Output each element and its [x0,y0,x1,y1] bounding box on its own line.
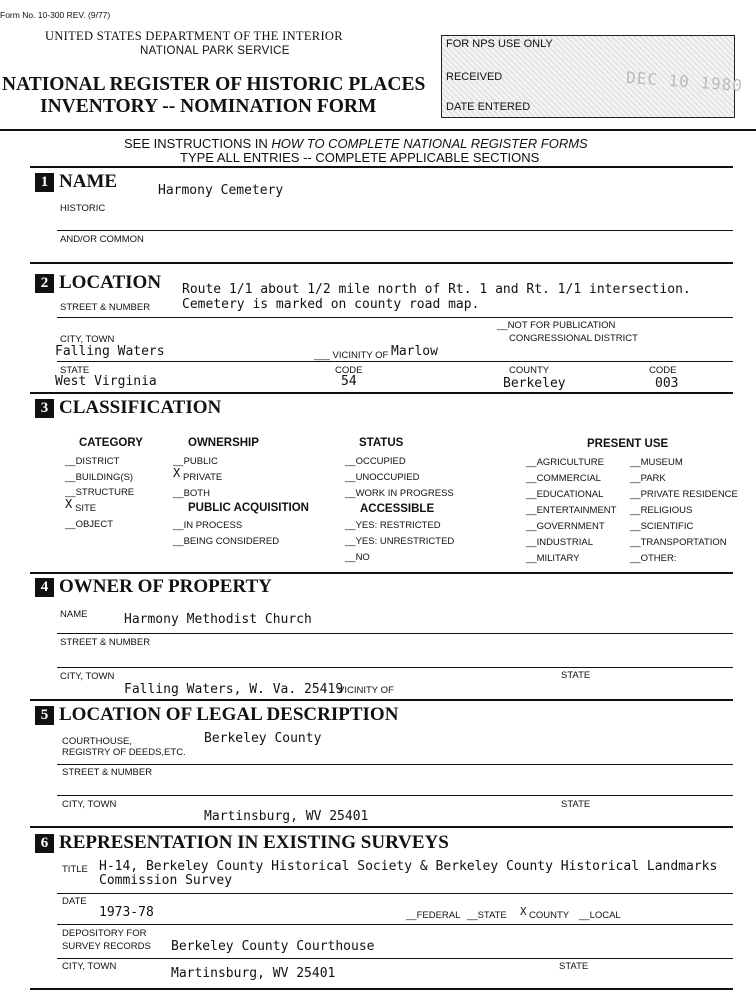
owner-city-value: Falling Waters, W. Va. 25419 [124,682,344,697]
category-district: __DISTRICT [65,456,120,467]
and-or-common-label: AND/OR COMMON [60,234,144,245]
use-private-residence: __PRIVATE RESIDENCE [630,489,738,500]
rule [57,924,733,925]
county-code-label: CODE [649,365,677,376]
section-4-title: OWNER OF PROPERTY [59,576,272,597]
section-3-number: 3 [35,399,54,418]
rule [57,317,733,318]
street-value-line-2: Cemetery is marked on county road map. [182,297,480,312]
code-label: CODE [335,365,363,376]
section-1-title: NAME [59,171,118,192]
accessible-unrestricted: __YES: UNRESTRICTED [345,536,455,547]
owner-name-label: NAME [60,609,88,620]
status-heading: STATUS [359,437,404,449]
use-other: __OTHER: [630,553,677,564]
use-entertainment: __ENTERTAINMENT [526,505,617,516]
survey-city-value: Martinsburg, WV 25401 [171,966,336,981]
courthouse-value: Berkeley County [204,731,322,746]
registry-label: REGISTRY OF DEEDS,ETC. [62,747,186,758]
rule [57,893,733,894]
owner-street-label: STREET & NUMBER [60,637,151,648]
instructions-line-2: TYPE ALL ENTRIES -- COMPLETE APPLICABLE SECTIONS [180,150,540,165]
section-2-title: LOCATION [59,272,162,293]
nps-use-label: FOR NPS USE ONLY [446,38,553,50]
depository-value: Berkeley County Courthouse [171,939,375,954]
level-federal: __FEDERAL [406,910,461,921]
instructions-rule [30,166,733,168]
county-checkmark: X [520,905,527,918]
bottom-rule [30,988,733,990]
owner-city-label: CITY, TOWN [60,671,115,682]
rule [57,958,733,959]
use-agriculture: __AGRICULTURE [526,457,604,468]
owner-vicinity-label: VICINITY OF [338,685,394,696]
use-museum: __MUSEUM [630,457,683,468]
form-number: Form No. 10-300 REV. (9/77) [0,10,111,20]
section-5-number: 5 [35,706,54,725]
courthouse-label: COURTHOUSE, [62,736,133,747]
rule [57,361,733,362]
use-government: __GOVERNMENT [526,521,605,532]
status-work-in-progress: __WORK IN PROGRESS [345,488,454,499]
survey-state-label: STATE [559,961,589,972]
section-rule [30,699,733,701]
use-park: __PARK [630,473,666,484]
status-occupied: __OCCUPIED [345,456,406,467]
section-6-title: REPRESENTATION IN EXISTING SURVEYS [59,832,449,853]
nps-received-label: RECEIVED [446,71,503,83]
category-site: SITE [75,503,97,514]
legal-city-label: CITY, TOWN [62,799,117,810]
department: UNITED STATES DEPARTMENT OF THE INTERIOR [45,29,343,43]
historic-name-value: Harmony Cemetery [158,183,284,198]
legal-state-label: STATE [561,799,591,810]
legal-city-value: Martinsburg, WV 25401 [204,809,369,824]
city-value: Falling Waters [55,344,165,359]
form-title-1: NATIONAL REGISTER OF HISTORIC PLACES [2,74,426,95]
rule [57,633,733,634]
category-structure: __STRUCTURE [65,487,135,498]
public-acquisition-heading: PUBLIC ACQUISITION [188,502,309,514]
section-6-number: 6 [35,834,54,853]
category-object: __OBJECT [65,519,114,530]
not-for-publication-label: __NOT FOR PUBLICATION [497,320,616,331]
instructions-title: HOW TO COMPLETE NATIONAL REGISTER FORMS [271,136,588,151]
county-code-value: 003 [655,376,679,391]
section-2-number: 2 [35,274,54,293]
historic-label: HISTORIC [60,203,106,214]
accessible-heading: ACCESSIBLE [360,503,435,515]
use-religious: __RELIGIOUS [630,505,693,516]
received-date-stamp: DEC 10 1980 [625,67,744,96]
city-town-label: CITY, TOWN [60,334,115,345]
instructions-line-1: SEE INSTRUCTIONS IN HOW TO COMPLETE NATIONAL REGISTER FORMS [124,136,588,151]
form-title-2: INVENTORY -- NOMINATION FORM [40,96,377,117]
survey-records-label: SURVEY RECORDS [62,941,151,952]
nps-date-entered-label: DATE ENTERED [446,101,531,113]
ownership-private: PRIVATE [183,472,223,483]
private-checkmark: X [173,466,181,480]
accessible-restricted: __YES: RESTRICTED [345,520,441,531]
level-county: COUNTY [529,910,570,921]
depository-label: DEPOSITORY FOR [62,928,147,939]
acquisition-being-considered: __BEING CONSIDERED [173,536,280,547]
header-rule [0,129,756,131]
survey-city-label: CITY, TOWN [62,961,117,972]
use-industrial: __INDUSTRIAL [526,537,594,548]
use-commercial: __COMMERCIAL [526,473,601,484]
survey-title-value-1: H-14, Berkeley County Historical Society & Berkeley County Historical Landmarks [99,859,718,874]
survey-title-label: TITLE [62,864,88,875]
county-label: COUNTY [509,365,550,376]
vicinity-value: Marlow [391,344,438,359]
accessible-no: __NO [345,552,370,563]
section-rule [30,262,733,264]
section-5-title: LOCATION OF LEGAL DESCRIPTION [59,704,399,725]
level-local: __LOCAL [579,910,621,921]
owner-name-value: Harmony Methodist Church [124,612,312,627]
ownership-public: __PUBLIC [173,456,218,467]
ownership-both: __BOTH [173,488,210,499]
owner-state-label: STATE [561,670,591,681]
state-label: STATE [60,365,90,376]
rule [57,795,733,796]
level-state: __STATE [467,910,507,921]
street-number-label: STREET & NUMBER [60,302,151,313]
rule [57,667,733,668]
rule [57,230,733,231]
section-rule [30,826,733,828]
section-3-title: CLASSIFICATION [59,397,222,418]
status-unoccupied: __UNOCCUPIED [345,472,420,483]
rule [57,764,733,765]
use-military: __MILITARY [526,553,580,564]
survey-date-value: 1973-78 [99,905,154,920]
acquisition-in-process: __IN PROCESS [173,520,243,531]
present-use-heading: PRESENT USE [587,438,669,450]
section-4-number: 4 [35,578,54,597]
county-value: Berkeley [503,376,566,391]
category-heading: CATEGORY [79,437,143,449]
legal-street-label: STREET & NUMBER [62,767,153,778]
use-educational: __EDUCATIONAL [526,489,604,500]
ownership-heading: OWNERSHIP [188,437,259,449]
use-transportation: __TRANSPORTATION [630,537,727,548]
street-value-line-1: Route 1/1 about 1/2 mile north of Rt. 1 and Rt. 1/1 intersection. [182,282,691,297]
state-code-value: 54 [341,374,357,389]
state-value: West Virginia [55,374,157,389]
category-buildings: __BUILDING(S) [65,472,134,483]
use-scientific: __SCIENTIFIC [630,521,694,532]
survey-date-label: DATE [62,896,87,907]
section-rule [30,392,733,394]
congressional-district-label: CONGRESSIONAL DISTRICT [509,333,638,344]
vicinity-of-label: ___ VICINITY OF [314,350,389,361]
section-rule [30,572,733,574]
survey-title-value-2: Commission Survey [99,873,233,888]
service: NATIONAL PARK SERVICE [140,45,290,57]
section-1-number: 1 [35,173,54,192]
site-checkmark: X [65,497,73,511]
